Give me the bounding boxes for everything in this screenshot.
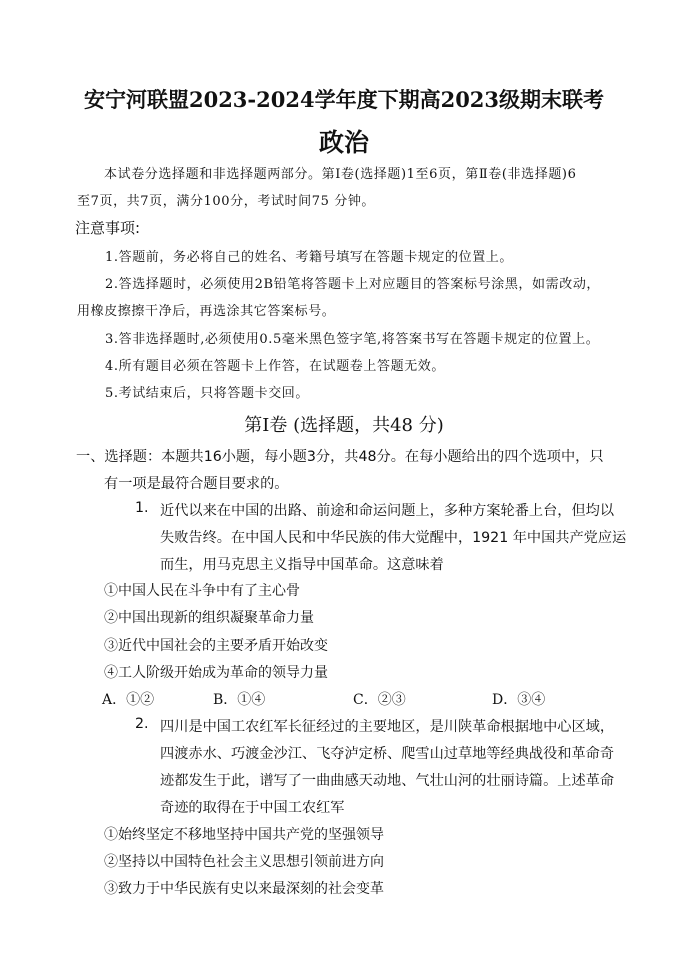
note-item-2: 2.答选择题时，必须使用2B铅笔将答题卡上对应题目的答案标号涂黑，如需改动， bbox=[105, 277, 601, 292]
section-instructions-2: 有一项是最符合题目要求的。 bbox=[104, 476, 289, 492]
intro-line-1: 本试卷分选择题和非选择题两部分。第Ⅰ卷(选择题)1至6页，第Ⅱ卷(非选择题)6 bbox=[104, 167, 577, 182]
statement-3: ③致力于中华民族有史以来最深刻的社会变革 bbox=[104, 881, 384, 897]
statement-1: ①始终坚定不移地坚持中国共产党的坚强领导 bbox=[104, 827, 384, 843]
option-b: B．①④ bbox=[213, 692, 266, 708]
intro-line-2: 至7页，共7页，满分100分，考试时间75 分钟。 bbox=[77, 194, 376, 209]
note-item-5: 5.考试结束后，只将答题卡交回。 bbox=[105, 386, 310, 401]
option-c: C．②③ bbox=[353, 692, 406, 708]
question-number: 2. bbox=[135, 716, 149, 732]
exam-title: 安宁河联盟2023-2024学年度下期高2023级期末联考 bbox=[83, 87, 605, 112]
note-item-3: 3.答非选择题时,必须使用0.5毫米黑色签字笔,将答案书写在答题卡规定的位置上。 bbox=[105, 332, 600, 347]
option-d: D．③④ bbox=[492, 692, 546, 708]
note-item-4: 4.所有题目必须在答题卡上作答，在试题卷上答题无效。 bbox=[105, 359, 446, 374]
statement-1: ①中国人民在斗争中有了主心骨 bbox=[104, 583, 300, 599]
question-stem-line: 四渡赤水、巧渡金沙江、飞夺泸定桥、爬雪山过草地等经典战役和革命奇 bbox=[160, 746, 615, 762]
statement-2: ②坚持以中国特色社会主义思想引领前进方向 bbox=[104, 854, 384, 870]
section-instructions-1: 一、选择题：本题共16小题，每小题3分，共48分。在每小题给出的四个选项中，只 bbox=[76, 449, 604, 465]
question-number: 1. bbox=[135, 500, 149, 516]
note-item-2-cont: 用橡皮擦擦干净后，再选涂其它答案标号。 bbox=[77, 304, 336, 319]
question-stem-line: 迹都发生于此，谱写了一曲曲感天动地、气壮山河的壮丽诗篇。上述革命 bbox=[160, 773, 615, 789]
statement-2: ②中国出现新的组织凝聚革命力量 bbox=[104, 610, 314, 626]
question-stem-line: 四川是中国工农红军长征经过的主要地区，是川陕革命根据地中心区域， bbox=[160, 719, 615, 735]
notes-heading: 注意事项: bbox=[75, 219, 141, 237]
statement-3: ③近代中国社会的主要矛盾开始改变 bbox=[104, 638, 328, 654]
question-stem-line: 而生，用马克思主义指导中国革命。这意味着 bbox=[160, 557, 444, 573]
note-item-1: 1.答题前，务必将自己的姓名、考籍号填写在答题卡规定的位置上。 bbox=[105, 250, 514, 265]
subject-title: 政治 bbox=[318, 128, 369, 157]
statement-4: ④工人阶级开始成为革命的领导力量 bbox=[104, 665, 328, 681]
question-stem-line: 近代以来在中国的出路、前途和命运问题上，多种方案轮番上台，但均以 bbox=[160, 503, 615, 519]
section-title: 第Ⅰ卷 (选择题，共48 分) bbox=[244, 415, 444, 436]
option-a: A．①② bbox=[102, 692, 155, 708]
question-stem-line: 奇迹的取得在于中国工农红军 bbox=[160, 800, 345, 816]
question-stem-line: 失败告终。在中国人民和中华民族的伟大觉醒中，1921 年中国共产党应运 bbox=[160, 530, 627, 546]
